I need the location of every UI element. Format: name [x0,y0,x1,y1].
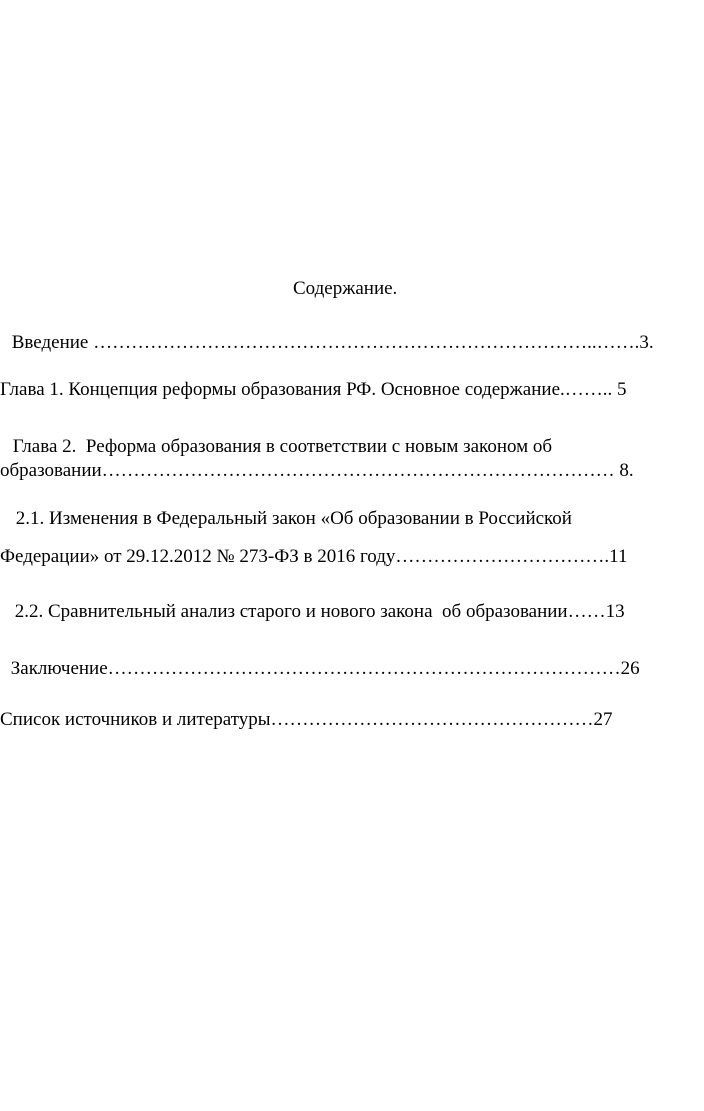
toc-entry-chapter-2-line-2: образовании……………………………………………………………………… 8. [0,460,634,481]
toc-entry-chapter-1: Глава 1. Концепция реформы образования РФ. Основное содержание.…….. 5 [0,379,627,400]
toc-entry-introduction: Введение ……………………………………………………………………..…….3. [7,332,654,353]
toc-entry-references: Список источников и литературы……………………………………………27 [0,709,613,730]
toc-entry-chapter-2-line-1: Глава 2. Реформа образования в соответствии с новым законом об [8,436,553,457]
toc-entry-section-2-2: 2.2. Сравнительный анализ старого и нового закона об образовании……13 [10,601,625,622]
toc-entry-section-2-1-line-1: 2.1. Изменения в Федеральный закон «Об образовании в Российской [11,508,572,529]
toc-title: Содержание. [293,278,398,299]
toc-entry-conclusion: Заключение………………………………………………………………………26 [6,658,640,679]
toc-entry-section-2-1-line-2: Федерации» от 29.12.2012 № 273-ФЗ в 2016 году…………………………….11 [0,546,628,567]
